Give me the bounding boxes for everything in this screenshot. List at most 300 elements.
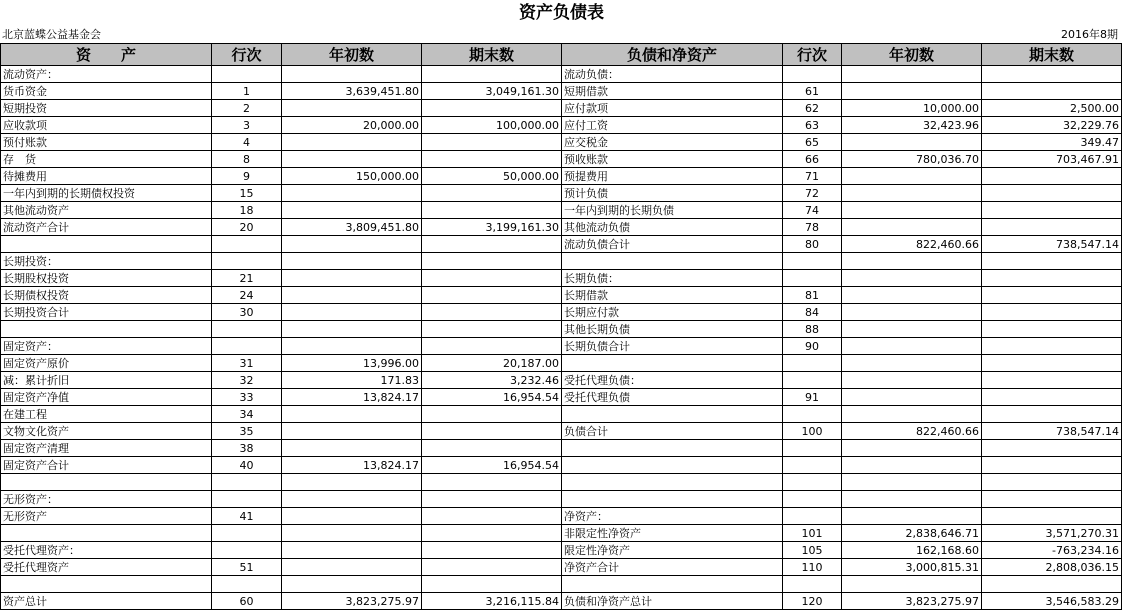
liability-closing-cell [982,491,1122,508]
asset-opening-cell [282,287,422,304]
asset-opening-cell: 13,824.17 [282,457,422,474]
liability-line-cell: 88 [783,321,842,338]
asset-opening-cell [282,100,422,117]
table-row [1,440,1122,457]
liability-name-cell: 预收账款 [562,151,783,168]
liability-line-cell: 81 [783,287,842,304]
liability-name-cell: 应付工资 [562,117,783,134]
asset-line-cell: 32 [212,372,282,389]
table-row [1,100,1122,117]
asset-opening-cell [282,576,422,593]
asset-opening-cell [282,440,422,457]
asset-name-cell: 固定资产清理 [1,440,212,457]
header-closing-balance: 期末数 [422,44,562,66]
liability-line-cell: 80 [783,236,842,253]
liability-line-cell: 62 [783,100,842,117]
liability-name-cell: 长期负债： [562,270,783,287]
asset-opening-cell [282,321,422,338]
table-row [1,474,1122,491]
header-line-no: 行次 [212,44,282,66]
asset-closing-cell [422,474,562,491]
table-row [1,236,1122,253]
liability-opening-cell [842,185,982,202]
liability-opening-cell: 822,460.66 [842,236,982,253]
asset-opening-cell: 20,000.00 [282,117,422,134]
liability-name-cell: 负债和净资产总计 [562,593,783,610]
liability-closing-cell [982,406,1122,423]
asset-opening-cell [282,474,422,491]
table-row [1,134,1122,151]
asset-opening-cell: 3,639,451.80 [282,83,422,100]
asset-closing-cell [422,236,562,253]
asset-opening-cell [282,423,422,440]
asset-closing-cell [422,287,562,304]
liability-opening-cell [842,389,982,406]
header-opening-balance: 年初数 [842,44,982,66]
sheet-title: 资产负债表 [519,3,604,23]
liability-line-cell: 84 [783,304,842,321]
asset-line-cell: 35 [212,423,282,440]
table-row [1,372,1122,389]
liability-closing-cell [982,304,1122,321]
asset-line-cell: 4 [212,134,282,151]
liability-name-cell [562,576,783,593]
asset-closing-cell [422,270,562,287]
asset-closing-cell: 3,049,161.30 [422,83,562,100]
asset-name-cell: 受托代理资产 [1,559,212,576]
asset-name-cell: 无形资产 [1,508,212,525]
liability-closing-cell [982,219,1122,236]
asset-name-cell: 待摊费用 [1,168,212,185]
asset-name-cell: 资产总计 [1,593,212,610]
asset-line-cell [212,338,282,355]
asset-opening-cell [282,185,422,202]
asset-line-cell [212,542,282,559]
liability-opening-cell [842,491,982,508]
asset-line-cell [212,321,282,338]
asset-closing-cell [422,542,562,559]
asset-line-cell [212,236,282,253]
asset-closing-cell [422,406,562,423]
header-line-no: 行次 [783,44,842,66]
liability-opening-cell [842,338,982,355]
asset-line-cell: 31 [212,355,282,372]
liability-line-cell [783,270,842,287]
liability-line-cell: 65 [783,134,842,151]
liability-closing-cell [982,185,1122,202]
sheet-subheader [0,27,1120,42]
table-row [1,185,1122,202]
liability-opening-cell [842,270,982,287]
liability-name-cell [562,406,783,423]
asset-line-cell [212,525,282,542]
table-row [1,253,1122,270]
table-row [1,423,1122,440]
asset-opening-cell: 150,000.00 [282,168,422,185]
liability-closing-cell [982,321,1122,338]
asset-closing-cell [422,440,562,457]
liability-name-cell: 限定性净资产 [562,542,783,559]
liability-closing-cell [982,440,1122,457]
asset-opening-cell: 3,809,451.80 [282,219,422,236]
liability-closing-cell [982,202,1122,219]
table-row [1,66,1122,83]
liability-line-cell: 90 [783,338,842,355]
liability-line-cell: 78 [783,219,842,236]
liability-closing-cell [982,457,1122,474]
liability-name-cell [562,355,783,372]
liability-name-cell: 应交税金 [562,134,783,151]
asset-line-cell: 38 [212,440,282,457]
header-row [1,44,1122,66]
asset-opening-cell: 3,823,275.97 [282,593,422,610]
liability-line-cell: 105 [783,542,842,559]
liability-name-cell [562,474,783,491]
header-liabilities-net-assets: 负债和净资产 [562,44,783,66]
asset-closing-cell [422,423,562,440]
asset-name-cell: 流动资产合计 [1,219,212,236]
liability-closing-cell [982,168,1122,185]
liability-name-cell: 一年内到期的长期负债 [562,202,783,219]
liability-opening-cell [842,304,982,321]
asset-closing-cell: 20,187.00 [422,355,562,372]
table-row [1,457,1122,474]
liability-opening-cell [842,406,982,423]
liability-opening-cell: 780,036.70 [842,151,982,168]
asset-closing-cell: 16,954.54 [422,457,562,474]
liability-opening-cell [842,474,982,491]
table-row [1,321,1122,338]
asset-name-cell: 固定资产原价 [1,355,212,372]
liability-name-cell: 负债合计 [562,423,783,440]
asset-line-cell: 15 [212,185,282,202]
liability-closing-cell [982,389,1122,406]
asset-closing-cell: 3,232.46 [422,372,562,389]
liability-closing-cell: 703,467.91 [982,151,1122,168]
liability-closing-cell [982,253,1122,270]
table-row [1,304,1122,321]
asset-opening-cell [282,491,422,508]
liability-opening-cell [842,202,982,219]
liability-name-cell [562,440,783,457]
table-row [1,219,1122,236]
table-row [1,491,1122,508]
asset-line-cell: 33 [212,389,282,406]
liability-closing-cell [982,66,1122,83]
asset-name-cell: 长期债权投资 [1,287,212,304]
asset-closing-cell [422,253,562,270]
asset-name-cell: 应收款项 [1,117,212,134]
liability-closing-cell: 738,547.14 [982,236,1122,253]
asset-opening-cell [282,151,422,168]
liability-line-cell: 91 [783,389,842,406]
asset-name-cell: 无形资产： [1,491,212,508]
table-row [1,168,1122,185]
asset-line-cell: 51 [212,559,282,576]
table-row [1,508,1122,525]
asset-closing-cell: 3,199,161.30 [422,219,562,236]
asset-line-cell [212,253,282,270]
table-row [1,593,1122,610]
balance-sheet-table [0,43,1122,610]
table-row [1,355,1122,372]
asset-opening-cell: 171.83 [282,372,422,389]
asset-opening-cell [282,406,422,423]
asset-line-cell: 8 [212,151,282,168]
asset-opening-cell [282,338,422,355]
liability-closing-cell [982,338,1122,355]
asset-opening-cell [282,66,422,83]
asset-closing-cell [422,508,562,525]
header-closing-balance: 期末数 [982,44,1122,66]
asset-line-cell [212,474,282,491]
liability-name-cell: 其他流动负债 [562,219,783,236]
asset-line-cell: 60 [212,593,282,610]
asset-closing-cell [422,202,562,219]
asset-closing-cell [422,338,562,355]
liability-name-cell: 流动负债： [562,66,783,83]
liability-line-cell [783,372,842,389]
asset-closing-cell [422,151,562,168]
asset-closing-cell [422,66,562,83]
liability-opening-cell: 2,838,646.71 [842,525,982,542]
asset-line-cell: 2 [212,100,282,117]
organization-name: 北京蓝蝶公益基金会 [2,28,101,41]
liability-line-cell: 101 [783,525,842,542]
asset-line-cell: 34 [212,406,282,423]
asset-closing-cell [422,100,562,117]
table-row [1,202,1122,219]
asset-opening-cell [282,270,422,287]
liability-line-cell: 110 [783,559,842,576]
liability-opening-cell: 3,000,815.31 [842,559,982,576]
liability-line-cell [783,66,842,83]
liability-name-cell: 净资产： [562,508,783,525]
liability-opening-cell [842,253,982,270]
liability-closing-cell: 3,546,583.29 [982,593,1122,610]
liability-line-cell: 63 [783,117,842,134]
liability-name-cell: 应付款项 [562,100,783,117]
liability-name-cell: 非限定性净资产 [562,525,783,542]
liability-line-cell [783,253,842,270]
asset-name-cell: 预付账款 [1,134,212,151]
liability-name-cell: 短期借款 [562,83,783,100]
table-row [1,576,1122,593]
liability-closing-cell [982,474,1122,491]
table-row [1,559,1122,576]
asset-name-cell: 长期投资： [1,253,212,270]
table-row [1,117,1122,134]
asset-closing-cell: 3,216,115.84 [422,593,562,610]
liability-opening-cell [842,321,982,338]
liability-opening-cell: 3,823,275.97 [842,593,982,610]
liability-line-cell [783,406,842,423]
asset-opening-cell: 13,996.00 [282,355,422,372]
liability-opening-cell [842,219,982,236]
asset-closing-cell [422,559,562,576]
liability-line-cell: 72 [783,185,842,202]
asset-opening-cell [282,559,422,576]
asset-opening-cell [282,508,422,525]
liability-opening-cell: 32,423.96 [842,117,982,134]
liability-closing-cell [982,83,1122,100]
asset-line-cell: 20 [212,219,282,236]
asset-line-cell: 41 [212,508,282,525]
liability-closing-cell: 3,571,270.31 [982,525,1122,542]
liability-line-cell: 61 [783,83,842,100]
liability-name-cell: 长期应付款 [562,304,783,321]
liability-name-cell: 净资产合计 [562,559,783,576]
table-row [1,151,1122,168]
liability-closing-cell [982,355,1122,372]
liability-closing-cell: 738,547.14 [982,423,1122,440]
liability-closing-cell: 2,808,036.15 [982,559,1122,576]
asset-opening-cell [282,304,422,321]
asset-line-cell: 18 [212,202,282,219]
liability-closing-cell: 32,229.76 [982,117,1122,134]
liability-line-cell: 100 [783,423,842,440]
asset-line-cell [212,66,282,83]
asset-name-cell [1,236,212,253]
liability-opening-cell [842,440,982,457]
liability-name-cell: 流动负债合计 [562,236,783,253]
asset-closing-cell: 100,000.00 [422,117,562,134]
table-row [1,270,1122,287]
asset-name-cell: 固定资产净值 [1,389,212,406]
asset-closing-cell: 50,000.00 [422,168,562,185]
asset-line-cell: 40 [212,457,282,474]
asset-closing-cell [422,321,562,338]
asset-closing-cell [422,491,562,508]
liability-closing-cell: -763,234.16 [982,542,1122,559]
asset-opening-cell [282,542,422,559]
asset-name-cell: 固定资产合计 [1,457,212,474]
asset-line-cell: 9 [212,168,282,185]
asset-closing-cell [422,525,562,542]
asset-name-cell: 短期投资 [1,100,212,117]
liability-opening-cell: 822,460.66 [842,423,982,440]
liability-opening-cell [842,457,982,474]
liability-closing-cell [982,287,1122,304]
asset-name-cell: 其他流动资产 [1,202,212,219]
asset-line-cell: 24 [212,287,282,304]
liability-opening-cell [842,372,982,389]
liability-name-cell: 预提费用 [562,168,783,185]
asset-name-cell: 流动资产： [1,66,212,83]
liability-closing-cell [982,270,1122,287]
asset-name-cell: 减：累计折旧 [1,372,212,389]
asset-opening-cell [282,236,422,253]
liability-name-cell: 长期负债合计 [562,338,783,355]
liability-name-cell: 受托代理负债 [562,389,783,406]
asset-closing-cell [422,576,562,593]
liability-opening-cell: 162,168.60 [842,542,982,559]
asset-closing-cell [422,185,562,202]
asset-closing-cell [422,134,562,151]
liability-opening-cell [842,83,982,100]
asset-name-cell: 在建工程 [1,406,212,423]
table-row [1,406,1122,423]
asset-name-cell: 一年内到期的长期债权投资 [1,185,212,202]
liability-opening-cell [842,168,982,185]
liability-line-cell [783,355,842,372]
liability-opening-cell [842,576,982,593]
table-row [1,338,1122,355]
liability-opening-cell [842,66,982,83]
liability-line-cell: 120 [783,593,842,610]
asset-name-cell: 文物文化资产 [1,423,212,440]
asset-opening-cell [282,253,422,270]
asset-name-cell [1,474,212,491]
asset-name-cell: 受托代理资产： [1,542,212,559]
report-period: 2016年8期 [1061,28,1118,41]
liability-name-cell [562,491,783,508]
liability-name-cell: 受托代理负债： [562,372,783,389]
liability-line-cell [783,457,842,474]
liability-line-cell [783,508,842,525]
asset-name-cell: 固定资产： [1,338,212,355]
asset-name-cell [1,576,212,593]
liability-closing-cell [982,372,1122,389]
asset-name-cell [1,321,212,338]
liability-line-cell [783,576,842,593]
liability-line-cell: 74 [783,202,842,219]
asset-line-cell: 21 [212,270,282,287]
liability-line-cell [783,491,842,508]
liability-name-cell: 预计负债 [562,185,783,202]
liability-opening-cell: 10,000.00 [842,100,982,117]
liability-opening-cell [842,287,982,304]
table-row [1,287,1122,304]
asset-opening-cell [282,134,422,151]
header-assets: 资 产 [1,44,212,66]
header-opening-balance: 年初数 [282,44,422,66]
liability-name-cell: 长期借款 [562,287,783,304]
asset-opening-cell [282,525,422,542]
liability-name-cell: 其他长期负债 [562,321,783,338]
liability-closing-cell [982,508,1122,525]
asset-closing-cell [422,304,562,321]
table-row [1,83,1122,100]
liability-name-cell [562,253,783,270]
table-row [1,525,1122,542]
asset-name-cell: 存 货 [1,151,212,168]
asset-name-cell: 长期股权投资 [1,270,212,287]
liability-opening-cell [842,355,982,372]
liability-line-cell [783,440,842,457]
asset-line-cell [212,576,282,593]
asset-opening-cell [282,202,422,219]
asset-name-cell: 货币资金 [1,83,212,100]
liability-closing-cell: 2,500.00 [982,100,1122,117]
liability-line-cell: 71 [783,168,842,185]
liability-opening-cell [842,508,982,525]
liability-closing-cell: 349.47 [982,134,1122,151]
asset-closing-cell: 16,954.54 [422,389,562,406]
liability-line-cell [783,474,842,491]
liability-closing-cell [982,576,1122,593]
table-body [1,66,1122,610]
liability-opening-cell [842,134,982,151]
liability-name-cell [562,457,783,474]
table-row [1,542,1122,559]
table-row [1,389,1122,406]
asset-line-cell: 30 [212,304,282,321]
asset-name-cell [1,525,212,542]
asset-opening-cell: 13,824.17 [282,389,422,406]
asset-line-cell: 1 [212,83,282,100]
asset-name-cell: 长期投资合计 [1,304,212,321]
